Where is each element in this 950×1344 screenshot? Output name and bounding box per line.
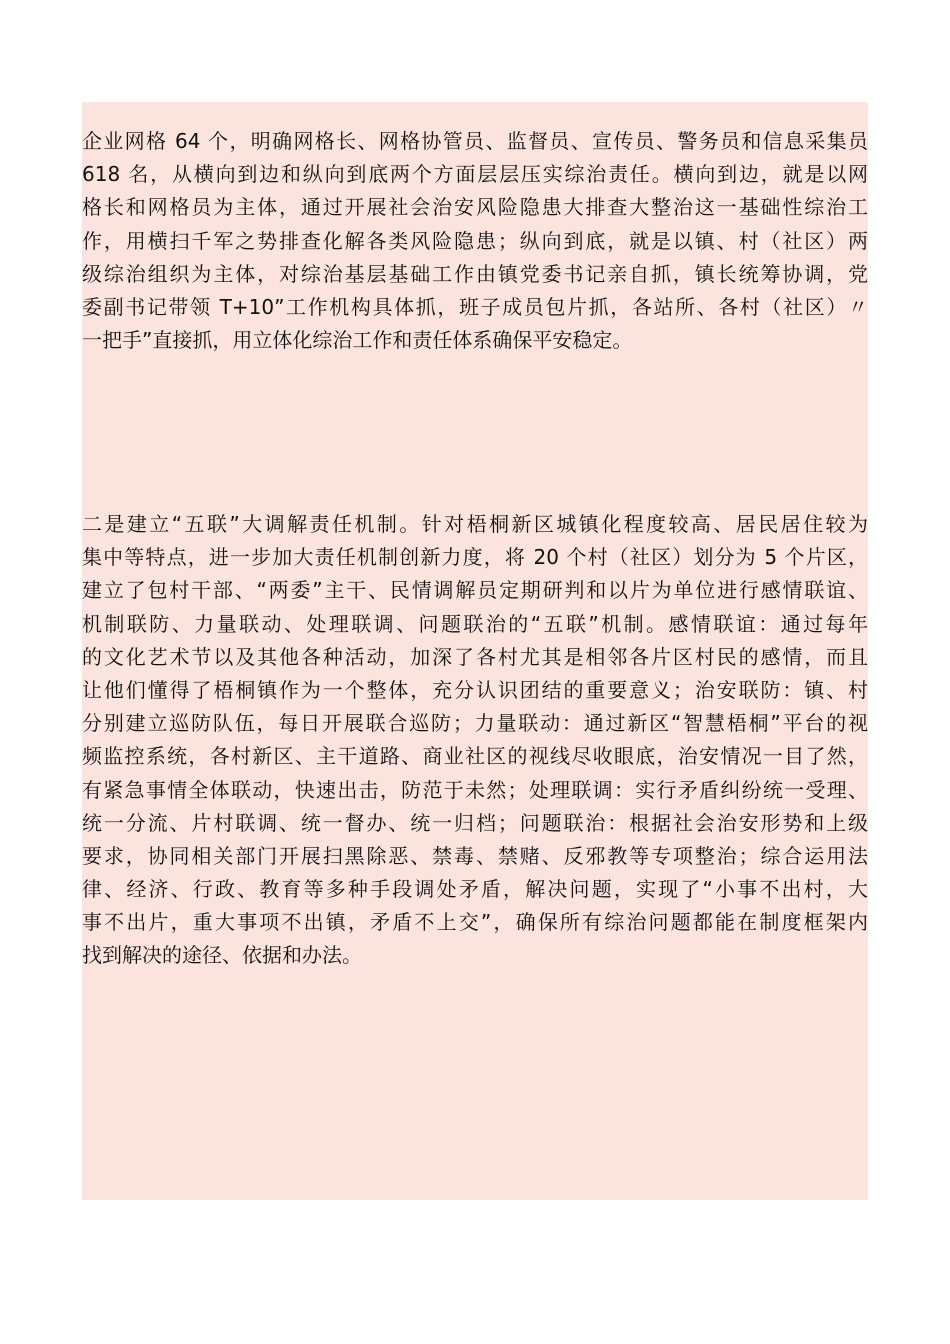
highlighted-text-block <box>82 102 868 1200</box>
text-line: 的文化艺术节以及其他各种活动，加深了各村尤其是相邻各片区村民的感情，而且 <box>82 644 868 669</box>
text-line: 找到解决的途径、依据和办法。 <box>82 943 362 968</box>
text-line: 事不出片，重大事项不出镇，矛盾不上交”，确保所有综治问题都能在制度框架内 <box>82 910 868 935</box>
text-line: 律、经济、行政、教育等多种手段调处矛盾，解决问题，实现了“小事不出村，大 <box>82 877 868 902</box>
text-line: 企业网格 64 个，明确网格长、网格协管员、监督员、宣传员、警务员和信息采集员 <box>82 129 868 153</box>
text-line: 618 名，从横向到边和纵向到底两个方面层层压实综治责任。横向到边，就是以网 <box>82 162 868 187</box>
text-line: 分别建立巡防队伍，每日开展联合巡防；力量联动：通过新区“智慧梧桐”平台的视 <box>82 711 868 736</box>
text-line: 机制联防、力量联动、处理联调、问题联治的“五联”机制。感情联谊：通过每年 <box>82 611 868 636</box>
text-line: 让他们懂得了梧桐镇作为一个整体，充分认识团结的重要意义；治安联防：镇、村 <box>82 677 868 702</box>
text-line: 要求，协同相关部门开展扫黑除恶、禁毒、禁赌、反邪教等专项整治；综合运用法 <box>82 843 868 868</box>
text-line: 统一分流、片村联调、统一督办、统一归档；问题联治：根据社会治安形势和上级 <box>82 810 868 835</box>
text-line: 有紧急事情全体联动，快速出击，防范于未然；处理联调：实行矛盾纠纷统一受理、 <box>82 777 868 802</box>
text-line: 一把手”直接抓，用立体化综治工作和责任体系确保平安稳定。 <box>82 328 633 353</box>
text-line: 频监控系统，各村新区、主干道路、商业社区的视线尽收眼底，治安情况一目了然， <box>82 744 868 769</box>
paragraph-grid-responsibility <box>82 125 868 357</box>
text-line: 级综治组织为主体，对综治基层基础工作由镇党委书记亲自抓，镇长统筹协调，党 <box>82 261 868 286</box>
text-line: 委副书记带领 T+10”工作机构具体抓，班子成员包片抓，各站所、各村（社区）〃 <box>82 294 868 319</box>
text-line: 格长和网格员为主体，通过开展社会治安风险隐患大排查大整治这一基础性综治工 <box>82 195 868 220</box>
text-line: 作，用横扫千军之势排查化解各类风险隐患；纵向到底，就是以镇、村（社区）两 <box>82 228 868 253</box>
text-line: 二是建立“五联”大调解责任机制。针对梧桐新区城镇化程度较高、居民居住较为 <box>82 512 868 536</box>
text-line: 集中等特点，进一步加大责任机制创新力度，将 20 个村（社区）划分为 5 个片区， <box>82 545 868 570</box>
text-line: 建立了包村干部、“两委”主干、民情调解员定期研判和以片为单位进行感情联谊、 <box>82 578 868 603</box>
paragraph-five-links-mechanism <box>82 508 868 973</box>
